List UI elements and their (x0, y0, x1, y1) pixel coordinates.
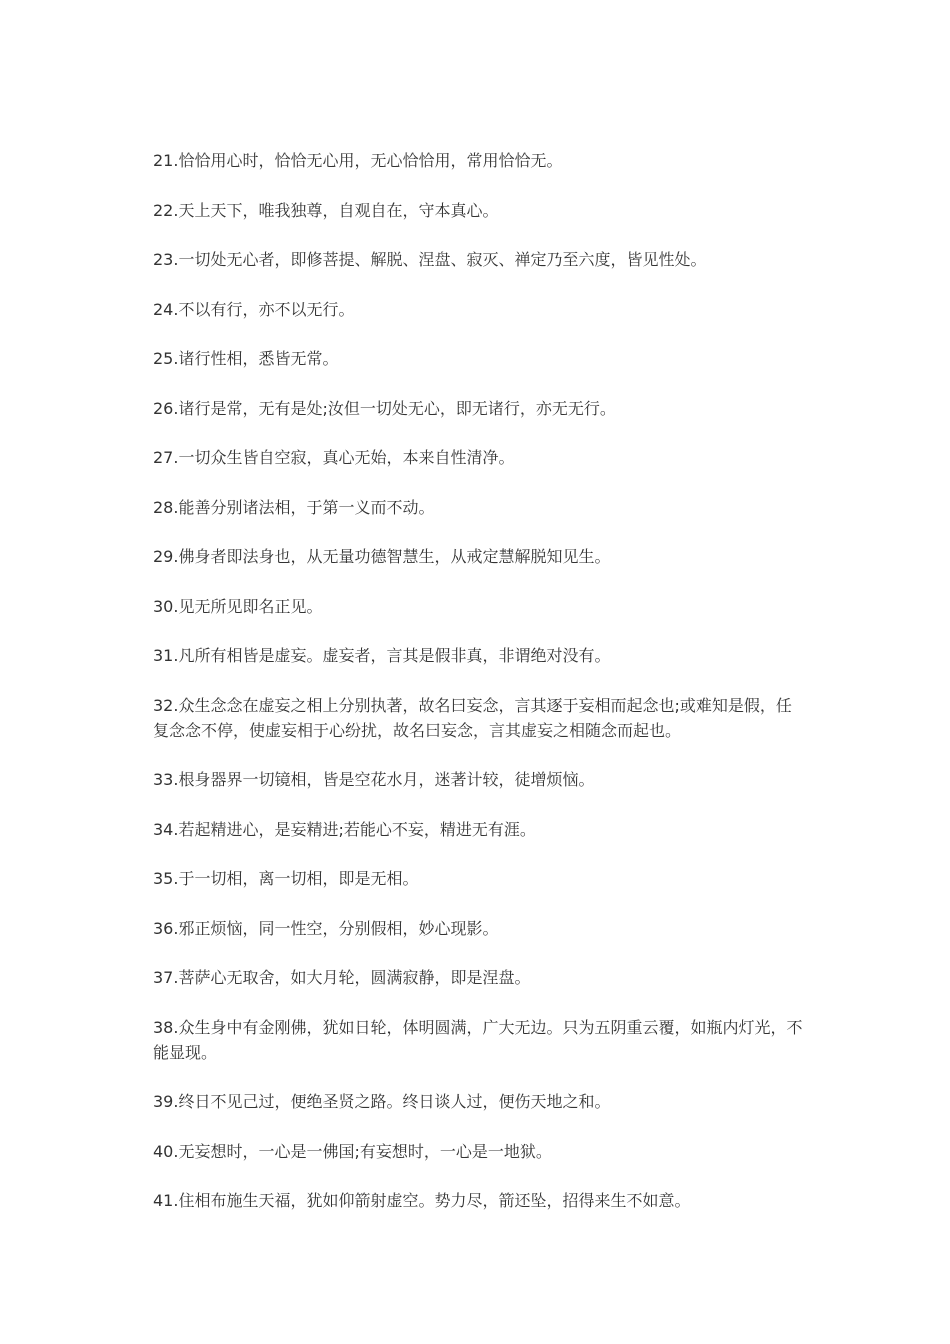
paragraph-30: 30.见无所见即名正见。 (153, 596, 323, 616)
paragraph-28: 28.能善分别诸法相，于第一义而不动。 (153, 497, 435, 517)
paragraph-41: 41.住相布施生天福，犹如仰箭射虚空。势力尽，箭还坠，招得来生不如意。 (153, 1191, 691, 1210)
paragraph-25: 25.诸行性相，悉皆无常。 (153, 349, 339, 368)
paragraph-26: 26.诸行是常，无有是处;汝但一切处无心，即无诸行，亦无无行。 (153, 398, 616, 418)
paragraph-22: 22.天上天下，唯我独尊，自观自在，守本真心。 (153, 200, 499, 220)
paragraph-36: 36.邪正烦恼，同一性空，分别假相，妙心现影。 (153, 918, 499, 938)
paragraph-24: 24.不以有行，亦不以无行。 (153, 299, 355, 319)
paragraph-31: 31.凡所有相皆是虚妄。虚妄者，言其是假非真，非谓绝对没有。 (153, 646, 611, 665)
paragraph-38: 38.众生身中有金刚佛，犹如日轮，体明圆满，广大无边。只为五阴重云覆，如瓶内灯光，不能显现。 (153, 1017, 803, 1062)
paragraph-21: 21.恰恰用心时，恰恰无心用，无心恰恰用，常用恰恰无。 (153, 151, 563, 170)
paragraph-35: 35.于一切相，离一切相，即是无相。 (153, 869, 419, 888)
paragraph-27: 27.一切众生皆自空寂，真心无始，本来自性清净。 (153, 448, 515, 467)
paragraph-34: 34.若起精进心，是妄精进;若能心不妄，精进无有涯。 (153, 819, 536, 839)
paragraph-23: 23.一切处无心者，即修菩提、解脱、涅盘、寂灭、禅定乃至六度，皆见性处。 (153, 250, 707, 269)
paragraph-29: 29.佛身者即法身也，从无量功德智慧生，从戒定慧解脱知见生。 (153, 547, 611, 566)
paragraph-37: 37.菩萨心无取舍，如大月轮，圆满寂静，即是涅盘。 (153, 968, 531, 987)
document-body (153, 148, 803, 1238)
paragraph-32: 32.众生念念在虚妄之相上分别执著，故名曰妄念，言其逐于妄相而起念也;或难知是假，任复念念不停，使虚妄相于心纷扰，故名曰妄念，言其虚妄之相随念而起也。 (153, 695, 792, 740)
paragraph-40: 40.无妄想时，一心是一佛国;有妄想时，一心是一地狱。 (153, 1141, 552, 1161)
paragraph-39: 39.终日不见己过，便绝圣贤之路。终日谈人过，便伤天地之和。 (153, 1092, 611, 1111)
paragraph-33: 33.根身器界一切镜相，皆是空花水月，迷著计较，徒增烦恼。 (153, 770, 595, 789)
